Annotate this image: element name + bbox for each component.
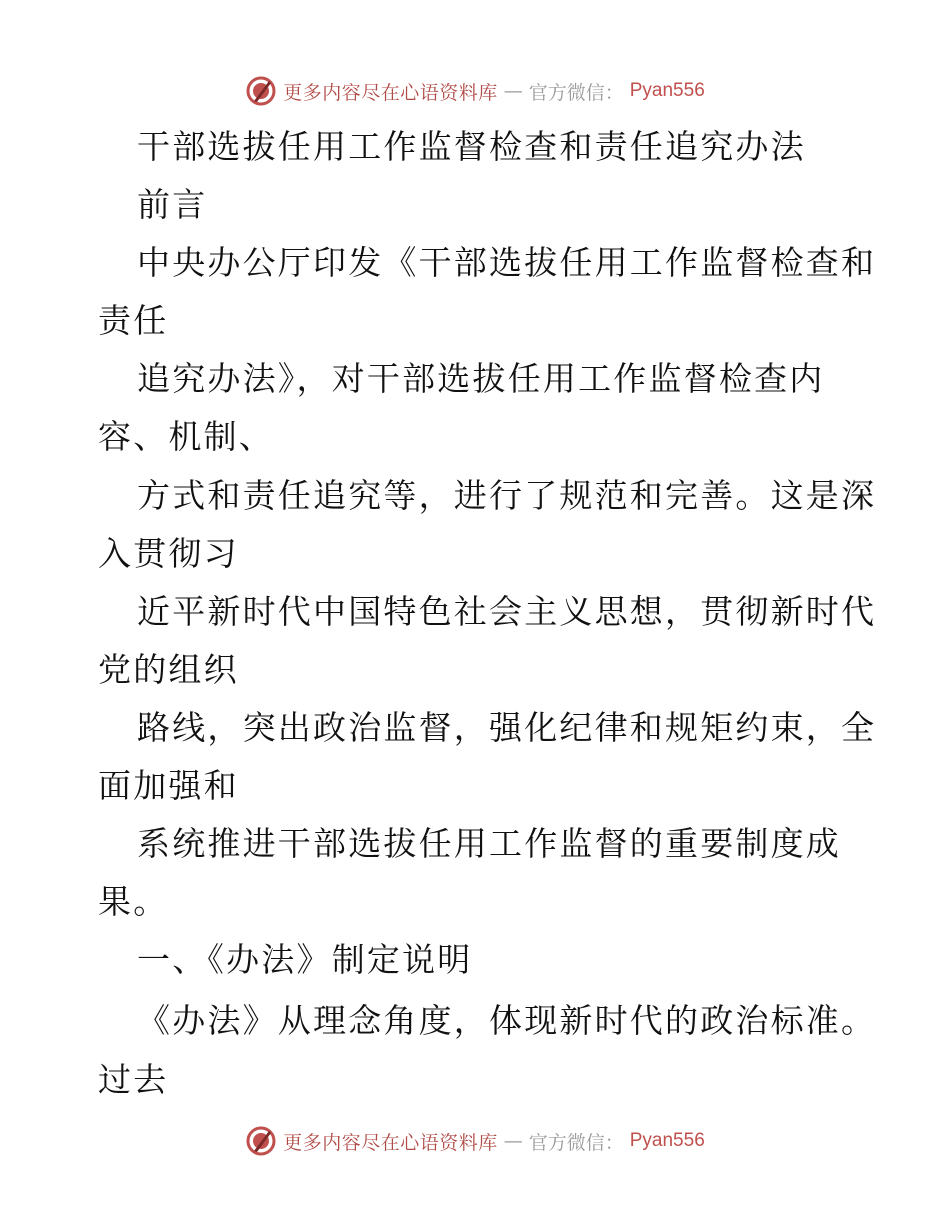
watermark-wechat-id: Pyan556: [629, 80, 705, 101]
watermark-brand-text: 更多内容尽在心语资料库: [283, 1131, 498, 1154]
paragraph-line: 果。: [98, 882, 169, 921]
paragraph-line: 党的组织: [98, 650, 239, 689]
section-heading-preface: 前言: [137, 185, 208, 224]
paragraph-line: 近平新时代中国特色社会主义思想，贯彻新时代: [137, 592, 877, 631]
paragraph-line: 系统推进干部选拔任用工作监督的重要制度成: [137, 824, 841, 863]
watermark-footer: [0, 1121, 950, 1161]
watermark-official-label: 官方微信：: [528, 81, 624, 104]
paragraph-line: 面加强和: [98, 766, 239, 805]
watermark-brand-text: 更多内容尽在心语资料库: [283, 81, 498, 104]
paragraph-line: 追究办法》，对干部选拔任用工作监督检查内: [137, 359, 825, 398]
watermark-separator: —: [503, 80, 523, 102]
quill-logo-icon: [245, 75, 277, 107]
document-title: 干部选拔任用工作监督检查和责任追究办法: [137, 127, 806, 166]
paragraph-line: 中央办公厅印发《干部选拔任用工作监督检查和: [137, 243, 877, 282]
watermark-header: [0, 71, 950, 111]
paragraph-line: 《办法》从理念角度，体现新时代的政治标准。: [137, 1001, 877, 1040]
watermark-official-label: 官方微信：: [528, 1131, 624, 1154]
section-heading-1: 一、《办法》制定说明: [137, 940, 473, 979]
paragraph-line: 责任: [98, 301, 169, 340]
watermark-wechat-id: Pyan556: [629, 1130, 705, 1151]
paragraph-line: 入贯彻习: [98, 534, 239, 573]
paragraph-line: 方式和责任追究等，进行了规范和完善。这是深: [137, 476, 877, 515]
paragraph-line: 过去: [98, 1060, 169, 1099]
paragraph-line: 路线，突出政治监督，强化纪律和规矩约束，全: [137, 708, 877, 747]
paragraph-line: 容、机制、: [98, 417, 274, 456]
quill-logo-icon: [245, 1125, 277, 1157]
watermark-separator: —: [503, 1130, 523, 1152]
